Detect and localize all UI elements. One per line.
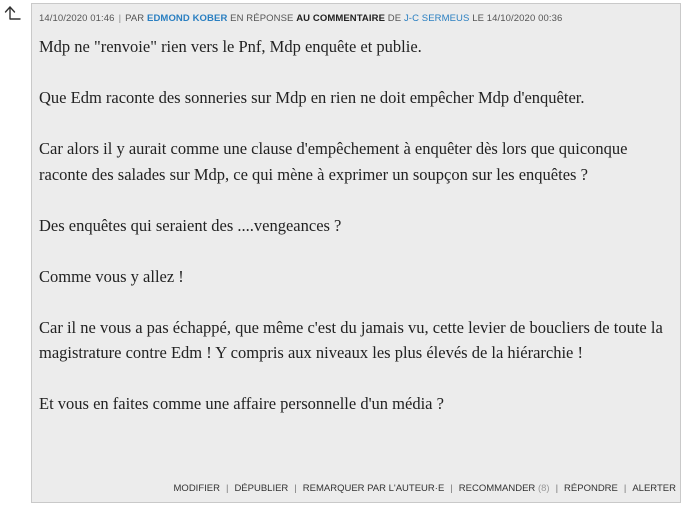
comment-paragraph: Et vous en faites comme une affaire personnelle d'un média ? bbox=[39, 394, 444, 413]
comment-paragraph: Car alors il y aurait comme une clause d'empêchement à enquêter dès lors que quiconque raconte des salades sur Mdp, ce qui mène à exprimer un soupçon sur les enquêtes ? bbox=[39, 139, 628, 184]
comment-paragraph: Car il ne vous a pas échappé, que même c'est du jamais vu, cette levier de boucliers de toute la magistrature contre Edm ! Y compris aux niveaux les plus élevés de la hiérarchie ! bbox=[39, 317, 663, 362]
comment-datetime: 14/10/2020 01:46 bbox=[39, 13, 115, 24]
comment-paragraph: Que Edm raconte des sonneries sur Mdp en rien ne doit empêcher Mdp d'enquêter. bbox=[39, 88, 585, 107]
parent-comment-link[interactable]: AU COMMENTAIRE bbox=[296, 13, 386, 24]
alerter-button[interactable]: ALERTER bbox=[632, 483, 676, 494]
action-separator: | bbox=[294, 483, 297, 494]
action-separator: | bbox=[450, 483, 453, 494]
depublier-button[interactable]: DÉPUBLIER bbox=[234, 483, 289, 494]
parent-comment-datetime: 14/10/2020 00:36 bbox=[486, 13, 563, 24]
remarquer-button[interactable]: REMARQUER PAR L'AUTEUR·E bbox=[302, 483, 445, 494]
reply-up-arrow-icon[interactable] bbox=[4, 4, 22, 24]
repondre-button[interactable]: RÉPONDRE bbox=[564, 483, 618, 494]
comment-box bbox=[31, 3, 681, 503]
meta-le: LE bbox=[472, 13, 485, 24]
modifier-button[interactable]: MODIFIER bbox=[173, 483, 220, 494]
author-link[interactable]: EDMOND KOBER bbox=[147, 13, 228, 24]
meta-de: DE bbox=[387, 13, 402, 24]
action-separator: | bbox=[555, 483, 559, 494]
comment-actions bbox=[174, 483, 676, 494]
meta-en-reponse: EN RÉPONSE bbox=[230, 13, 294, 24]
action-separator: | bbox=[225, 483, 229, 494]
comment-paragraph: Des enquêtes qui seraient des ....vengeances ? bbox=[39, 215, 342, 235]
meta-separator: | bbox=[118, 13, 122, 24]
comment-body bbox=[39, 34, 675, 417]
meta-par: PAR bbox=[125, 13, 145, 24]
recommander-button[interactable] bbox=[459, 483, 550, 494]
comment-meta bbox=[39, 13, 562, 24]
parent-author-link[interactable]: J-C SERMEUS bbox=[403, 13, 470, 24]
recommander-label: RECOMMANDER bbox=[458, 483, 536, 494]
comment-paragraph: Mdp ne "renvoie" rien vers le Pnf, Mdp enquête et publie. bbox=[39, 37, 422, 56]
recommander-count: (8) bbox=[537, 483, 550, 494]
comment-paragraph: Comme vous y allez ! bbox=[39, 266, 184, 286]
action-separator: | bbox=[623, 483, 627, 494]
